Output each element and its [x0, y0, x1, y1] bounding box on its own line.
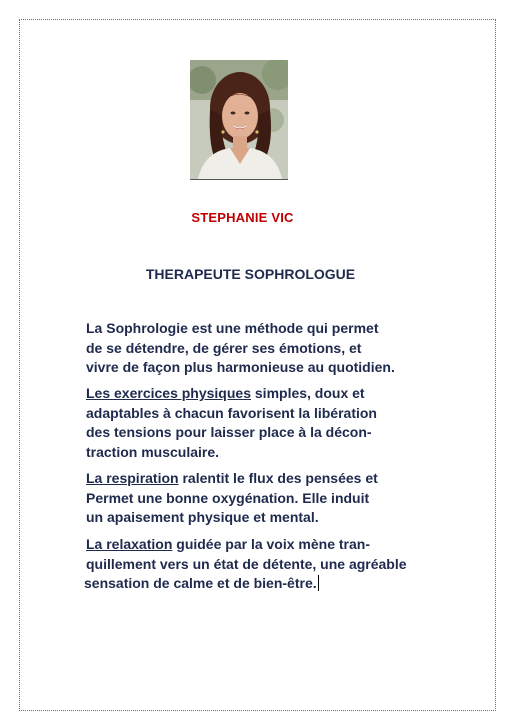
- relaxation-first-line: [86, 535, 466, 555]
- intro-line: de se détendre, de gérer ses émotions, et: [86, 339, 362, 356]
- exercises-line: traction musculaire.: [86, 443, 220, 460]
- person-name: [0, 210, 517, 225]
- profile-photo: [190, 60, 288, 180]
- exercises-line: des tensions pour laisser place à la décon-: [86, 424, 372, 440]
- breathing-heading: La respiration: [86, 470, 179, 486]
- exercises-first-line: [86, 384, 466, 404]
- intro-paragraph: [86, 319, 466, 378]
- breathing-line: un apaisement physique et mental.: [86, 509, 319, 525]
- relaxation-line: sensation de calme et de bien-être.: [84, 575, 317, 591]
- exercises-line: adaptables à chacun favorisent la libération: [86, 404, 377, 421]
- person-title-text: THERAPEUTE SOPHROLOGUE: [145, 266, 356, 282]
- breathing-line-rest: ralentit le flux des pensées et: [178, 470, 378, 486]
- person-name-text: STEPHANIE VIC: [191, 210, 294, 225]
- relaxation-paragraph: [86, 535, 466, 594]
- relaxation-last-line: [84, 574, 466, 594]
- intro-line: La Sophrologie est une méthode qui permet: [86, 320, 379, 336]
- relaxation-line: quillement vers un état de détente, une agréable: [86, 555, 407, 572]
- relaxation-line-rest: guidée par la voix mène tran-: [172, 536, 370, 552]
- relaxation-heading: La relaxation: [86, 536, 173, 552]
- exercises-heading: Les exercices physiques: [86, 385, 251, 401]
- exercises-paragraph: [86, 384, 466, 462]
- exercises-line-rest: simples, doux et: [251, 385, 365, 401]
- breathing-paragraph: [86, 469, 466, 528]
- intro-line: vivre de façon plus harmonieuse au quotidien.: [86, 359, 395, 375]
- person-title: [0, 266, 517, 282]
- breathing-first-line: [86, 469, 466, 489]
- breathing-line: Permet une bonne oxygénation. Elle induit: [86, 489, 370, 506]
- text-cursor: [318, 575, 319, 591]
